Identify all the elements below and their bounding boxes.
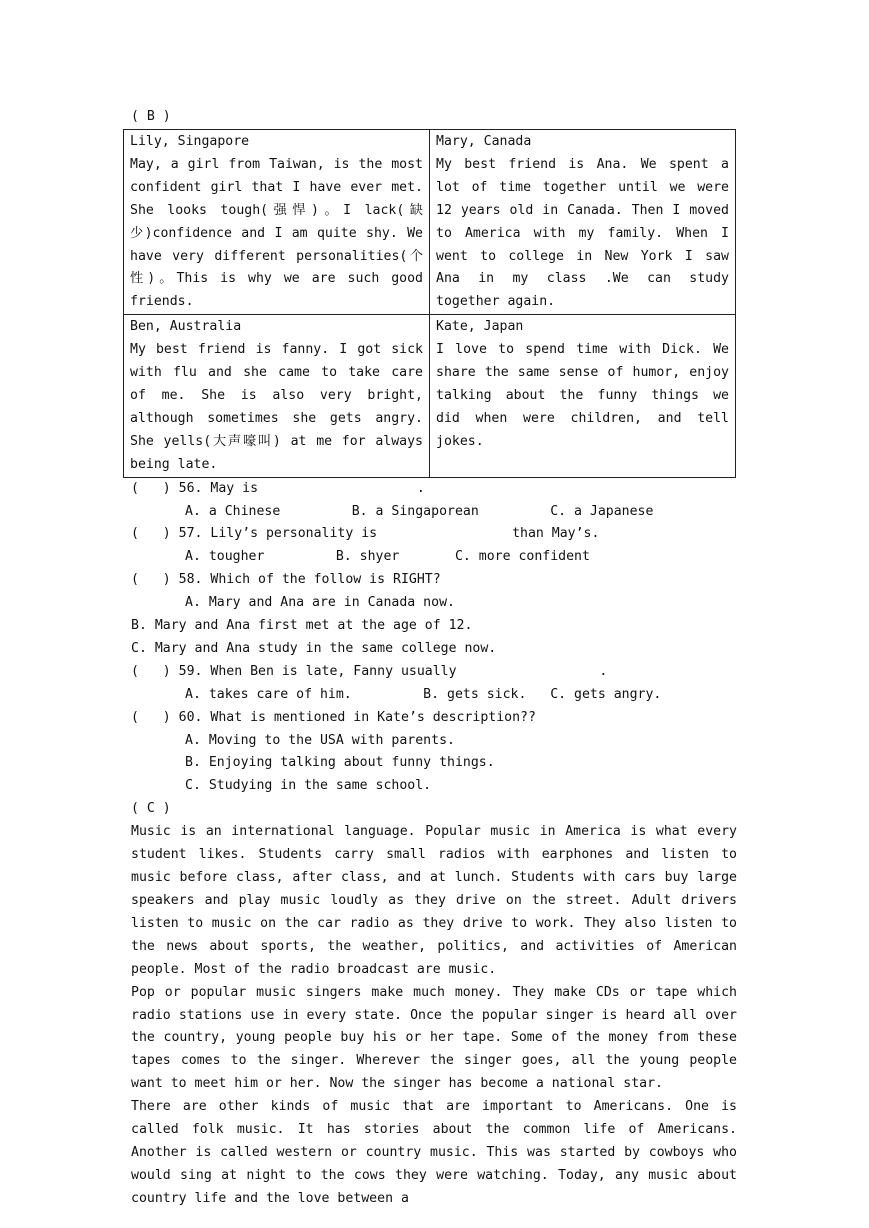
- question-57: ( ) 57. Lily’s personality is than May’s.: [131, 526, 600, 542]
- cell-kate: [430, 315, 736, 477]
- question-60-option-a: A. Moving to the USA with parents.: [185, 732, 455, 748]
- question-58: ( ) 58. Which of the follow is RIGHT?: [131, 572, 441, 588]
- cell-text: My best friend is fanny. I got sick with flu and she came to take care of me. She is also very bright, although sometimes she gets angry. She yells(大声嚎叫) at me for always being late.: [130, 342, 423, 472]
- question-59-options: A. takes care of him. B. gets sick. C. gets angry.: [185, 686, 662, 702]
- friends-table: [123, 129, 736, 478]
- question-58-option-a: A. Mary and Ana are in Canada now.: [185, 595, 455, 611]
- question-57-options: A. tougher B. shyer C. more confident: [185, 549, 590, 565]
- question-60-option-c: C. Studying in the same school.: [185, 778, 432, 794]
- cell-ben: [124, 315, 430, 477]
- passage-paragraph-3: There are other kinds of music that are important to Americans. One is called folk music. It has stories about the common life of Americans. Another is called western or country music. This was started by cowboys who would sing at night to the cows they were watching. Today, any music about country life and the love between a: [131, 1099, 737, 1206]
- cell-title: Lily, Singapore: [130, 134, 250, 149]
- cell-title: Ben, Australia: [130, 319, 242, 335]
- passage-paragraph-2: Pop or popular music singers make much money. They make CDs or tape which radio stations use in every state. Once the popular singer is heard all over the country, young people buy his or her tape. Some of the money from these tapes comes to the singer. Wherever the singer goes, all the young people want to meet him or her. Now the singer has become a national star.: [131, 984, 737, 1092]
- passage-paragraph-1: Music is an international language. Popular music in America is what every student likes. Students carry small radios with earphones and listen to music before class, after class, and at lunch. Students with cars buy large speakers and play music loudly as they drive on the street. Adult drivers listen to music on the car radio as they drive to work. They also listen to the news about sports, the weather, politics, and activities of American people. Most of the radio broadcast are music.: [131, 824, 737, 977]
- question-56: ( ) 56. May is .: [131, 480, 425, 496]
- question-60: ( ) 60. What is mentioned in Kate’s description??: [131, 709, 536, 725]
- cell-text: May, a girl from Taiwan, is the most confident girl that I have ever met. She looks tough(强悍)。I lack(缺少)confidence and I am quite shy. We have very different personalities(个性)。This is why we are such good friends.: [130, 156, 423, 310]
- section-b-label: ( B ): [131, 109, 171, 124]
- section-c-label: ( C ): [131, 801, 171, 817]
- worksheet-page: [131, 106, 737, 1211]
- cell-text: My best friend is Ana. We spent a lot of time together until we were 12 years old in Canada. Then I moved to America with my family. When I went to college in New York I saw Ana in my class .We can study together again.: [436, 156, 729, 310]
- question-59: ( ) 59. When Ben is late, Fanny usually .: [131, 663, 608, 679]
- question-56-options: A. a Chinese B. a Singaporean C. a Japanese: [185, 503, 654, 519]
- cell-lily: [124, 130, 430, 315]
- question-58-option-c: C. Mary and Ana study in the same college now.: [131, 640, 497, 656]
- cell-title: Kate, Japan: [436, 319, 524, 335]
- question-58-option-b: B. Mary and Ana first met at the age of 12.: [131, 618, 473, 634]
- cell-mary: [430, 130, 736, 315]
- question-60-option-b: B. Enjoying talking about funny things.: [185, 755, 495, 771]
- cell-text: I love to spend time with Dick. We share the same sense of humor, enjoy talking about the funny things we did when were children, and tell jokes.: [436, 342, 729, 449]
- cell-title: Mary, Canada: [436, 134, 532, 149]
